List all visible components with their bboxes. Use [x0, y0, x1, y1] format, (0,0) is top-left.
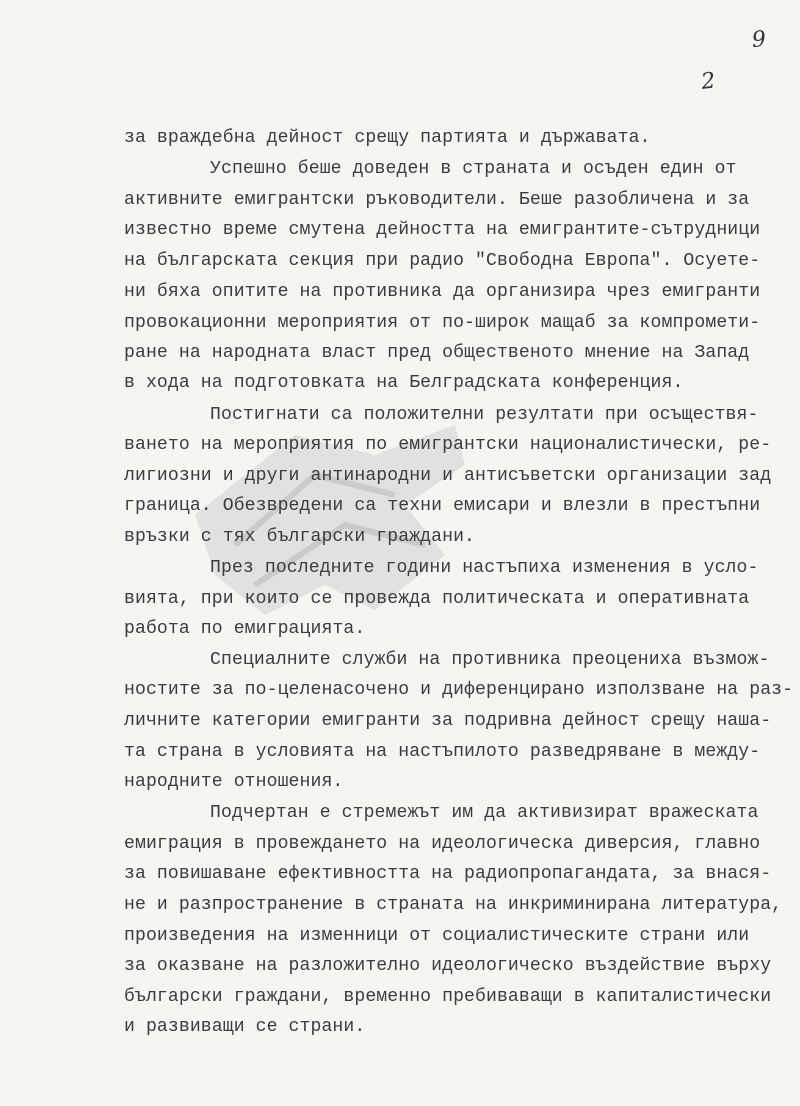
- text-line: Успешно беше доведен в страната и осъден един от: [210, 158, 737, 179]
- text-line: произведения на изменници от социалистическите страни или: [124, 925, 750, 946]
- text-line: емиграция в провеждането на идеологическа диверсия, главно: [124, 833, 761, 854]
- text-line: не и разпространение в страната на инкриминирана литература,: [124, 894, 783, 915]
- text-line: ни бяха опитите на противника да организира чрез емигранти: [124, 281, 761, 302]
- text-line: вията, при които се провежда политическата и оперативната: [124, 588, 750, 609]
- text-line: за враждебна дейност срещу партията и държавата.: [124, 127, 651, 148]
- text-line: граница. Обезвредени са техни емисари и влезли в престъпни: [124, 495, 761, 516]
- text-line: на българската секция при радио "Свободна Европа". Осуете-: [124, 250, 761, 271]
- text-line: работа по емиграцията.: [124, 618, 366, 639]
- text-line: личните категории емигранти за подривна дейност срещу наша-: [124, 710, 772, 731]
- text-line: Подчертан е стремежът им да активизират вражеската: [210, 802, 759, 823]
- text-line: ностите за по-целенасочено и диференцирано използване на раз-: [124, 679, 794, 700]
- text-line: за повишаване ефективността на радиопропагандата, за внася-: [124, 863, 772, 884]
- text-line: та страна в условията на настъпилото разведряване в между-: [124, 741, 761, 762]
- text-line: връзки с тях български граждани.: [124, 526, 476, 547]
- text-line: в хода на подготовката на Белградската конференция.: [124, 372, 684, 393]
- text-line: активните емигрантски ръководители. Беше разобличена и за: [124, 189, 750, 210]
- handwritten-sheet-number: 2: [700, 68, 717, 95]
- text-line: През последните години настъпиха изменения в усло-: [210, 557, 759, 578]
- text-line: известно време смутена дейността на емигрантите-сътрудници: [124, 219, 761, 240]
- text-line: лигиозни и други антинародни и антисъветски организации зад: [124, 465, 772, 486]
- text-line: и развиващи се страни.: [124, 1016, 366, 1037]
- text-line: Специалните служби на противника преоцениха възмож-: [210, 649, 770, 670]
- handwritten-page-number: 9: [751, 27, 767, 53]
- text-line: за оказване на разложително идеологическо въздействие върху: [124, 955, 772, 976]
- text-line: ването на мероприятия по емигрантски националистически, ре-: [124, 434, 772, 455]
- text-line: ране на народната власт пред общественото мнение на Запад: [124, 342, 750, 363]
- text-line: провокационни мероприятия от по-широк мащаб за компромети-: [124, 312, 761, 333]
- text-line: Постигнати са положителни резултати при осъществя-: [210, 404, 759, 425]
- text-line: български граждани, временно пребиваващи в капиталистически: [124, 986, 772, 1007]
- text-line: народните отношения.: [124, 771, 344, 792]
